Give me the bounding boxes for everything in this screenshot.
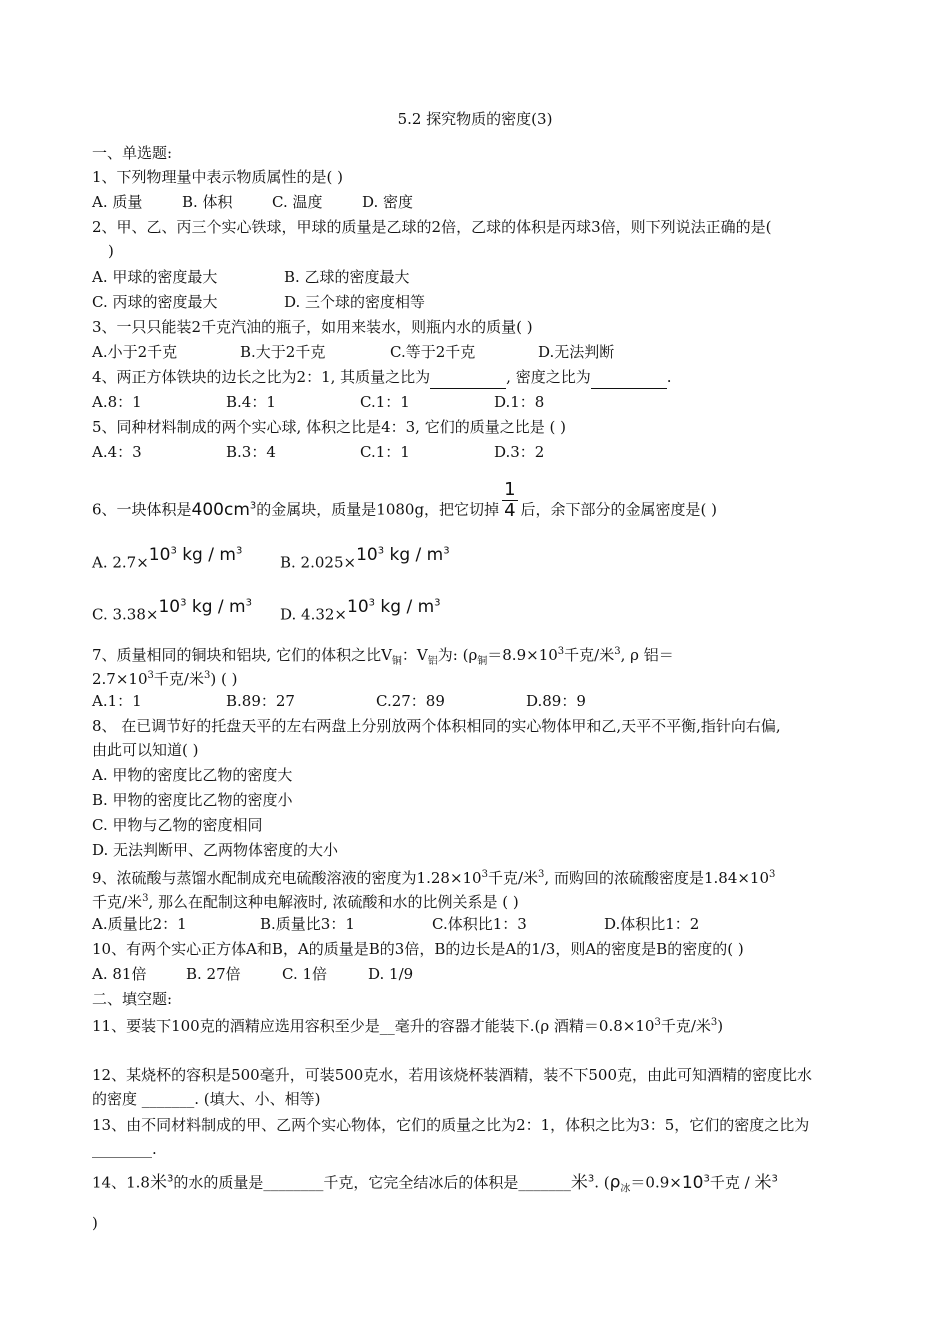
- question-3: 3、一只只能装2千克汽油的瓶子，如用来装水，则瓶内水的质量( ): [92, 318, 533, 336]
- q8-option-d: D. 无法判断甲、乙两物体密度的大小: [92, 841, 339, 859]
- question-1: 1、下列物理量中表示物质属性的是( ): [92, 168, 344, 186]
- q7-option-b: B.89：27: [226, 692, 295, 710]
- question-2: 2、甲、乙、丙三个实心铁球，甲球的质量是乙球的2倍，乙球的体积是丙球3倍，则下列说法正确的是(: [92, 218, 772, 236]
- q1-option-a: A. 质量: [92, 193, 143, 211]
- question-13-cont: ________.: [92, 1140, 157, 1158]
- q7-option-c: C.27：89: [376, 692, 445, 710]
- q3-option-d: D.无法判断: [538, 343, 615, 361]
- q2-option-d: D. 三个球的密度相等: [284, 293, 426, 311]
- question-2-cont: ): [108, 242, 114, 260]
- q10-option-d: D. 1/9: [368, 965, 414, 983]
- page-title: 5.2 探究物质的密度(3): [397, 110, 553, 128]
- q2-option-a: A. 甲球的密度最大: [92, 268, 218, 286]
- question-12: 12、某烧杯的容积是500毫升，可装500克水，若用该烧杯装酒精，装不下500克，由此可知酒精的密度比水: [92, 1066, 812, 1084]
- question-9-cont: 千克/米$^3$, 那么在配制这种电解液时, 浓硫酸和水的比例关系是 ( ): [92, 893, 519, 911]
- q4-option-d: D.1：8: [494, 393, 545, 411]
- question-8: 8、 在已调节好的托盘天平的左右两盘上分别放两个体积相同的实心物体甲和乙,天平不平衡,指针向右偏,: [92, 717, 781, 735]
- q8-option-c: C. 甲物与乙物的密度相同: [92, 816, 263, 834]
- q5-option-b: B.3：4: [226, 443, 276, 461]
- q3-option-b: B.大于2千克: [240, 343, 326, 361]
- question-14: 14、1.8米$^3$的水的质量是________千克，它完全结冰后的体积是_______米$^3$. ($\rho_冰=0.9\times 10^3$千克 / 米$^3$: [92, 1172, 778, 1195]
- q10-option-b: B. 27倍: [186, 965, 241, 983]
- q6-option-a: A. $2.7\times 10^3$ kg / $m^3$: [92, 544, 243, 572]
- q10-option-c: C. 1倍: [282, 965, 328, 983]
- question-8-cont: 由此可以知道( ): [92, 741, 199, 759]
- q3-option-a: A.小于2千克: [92, 343, 178, 361]
- section-heading-fill-in: 二、填空题:: [92, 990, 173, 1008]
- question-7: 7、质量相同的铜块和铝块, 它们的体积之比$V_铜$：$V_铝$为: ($\rho_铜=8.9\times 10^3$千克/米$^3$, ρ 铝＝: [92, 646, 674, 667]
- question-7-cont: $2.7\times 10^3$千克/米$^3$) ( ): [92, 670, 238, 688]
- q2-option-b: B. 乙球的密度最大: [284, 268, 410, 286]
- question-13: 13、由不同材料制成的甲、乙两个实心物体，它们的质量之比为2：1，体积之比为3：5，它们的密度之比为: [92, 1116, 810, 1134]
- q7-option-a: A.1：1: [92, 692, 142, 710]
- q1-option-c: C. 温度: [272, 193, 323, 211]
- question-11: 11、要装下100克的酒精应选用容积至少是__毫升的容器才能装下.(ρ 酒精$=0.8\times 10^3$千克/米$^3$): [92, 1017, 724, 1035]
- question-5: 5、同种材料制成的两个实心球, 体积之比是4：3, 它们的质量之比是 ( ): [92, 418, 566, 436]
- q7-option-d: D.89：9: [526, 692, 586, 710]
- q3-option-c: C.等于2千克: [390, 343, 476, 361]
- q6-option-b: B. $2.025\times 10^3$ kg / $m^3$: [280, 544, 450, 572]
- q9-option-a: A.质量比2：1: [92, 915, 187, 933]
- q6-option-c: C. $3.38\times 10^3$ kg / $m^3$: [92, 596, 252, 624]
- q2-option-c: C. 丙球的密度最大: [92, 293, 218, 311]
- question-6: 6、一块体积是$400cm^3$的金属块，质量是1080g，把它切掉 $\frac{1}{4}$ 后，余下部分的金属密度是( ): [92, 479, 717, 521]
- question-14-cont: ): [92, 1214, 98, 1232]
- q6-option-d: D. $4.32\times 10^3$ kg / $m^3$: [280, 596, 441, 624]
- question-10: 10、有两个实心正方体A和B，A的质量是B的3倍，B的边长是A的1/3，则A的密度是B的密度的( ): [92, 940, 744, 958]
- question-12-cont: 的密度 _______. (填大、小、相等): [92, 1090, 321, 1108]
- question-9: 9、浓硫酸与蒸馏水配制成充电硫酸溶液的密度为$1.28\times 10^3$千克/米$^3$, 而购回的浓硫酸密度是$1.84\times 10^3$: [92, 869, 776, 887]
- q5-option-c: C.1：1: [360, 443, 410, 461]
- q9-option-d: D.体积比1：2: [604, 915, 700, 933]
- q5-option-d: D.3：2: [494, 443, 545, 461]
- q8-option-a: A. 甲物的密度比乙物的密度大: [92, 766, 293, 784]
- q5-option-a: A.4：3: [92, 443, 142, 461]
- q4-option-b: B.4：1: [226, 393, 276, 411]
- q1-option-d: D. 密度: [362, 193, 414, 211]
- q9-option-b: B.质量比3：1: [260, 915, 355, 933]
- section-heading-single-choice: 一、单选题:: [92, 144, 173, 162]
- q1-option-b: B. 体积: [182, 193, 233, 211]
- q4-option-c: C.1：1: [360, 393, 410, 411]
- q8-option-b: B. 甲物的密度比乙物的密度小: [92, 791, 293, 809]
- q9-option-c: C.体积比1：3: [432, 915, 527, 933]
- q10-option-a: A. 81倍: [92, 965, 147, 983]
- question-4: 4、两正方体铁块的边长之比为2：1, 其质量之比为 , 密度之比为 .: [92, 366, 672, 389]
- q4-option-a: A.8：1: [92, 393, 142, 411]
